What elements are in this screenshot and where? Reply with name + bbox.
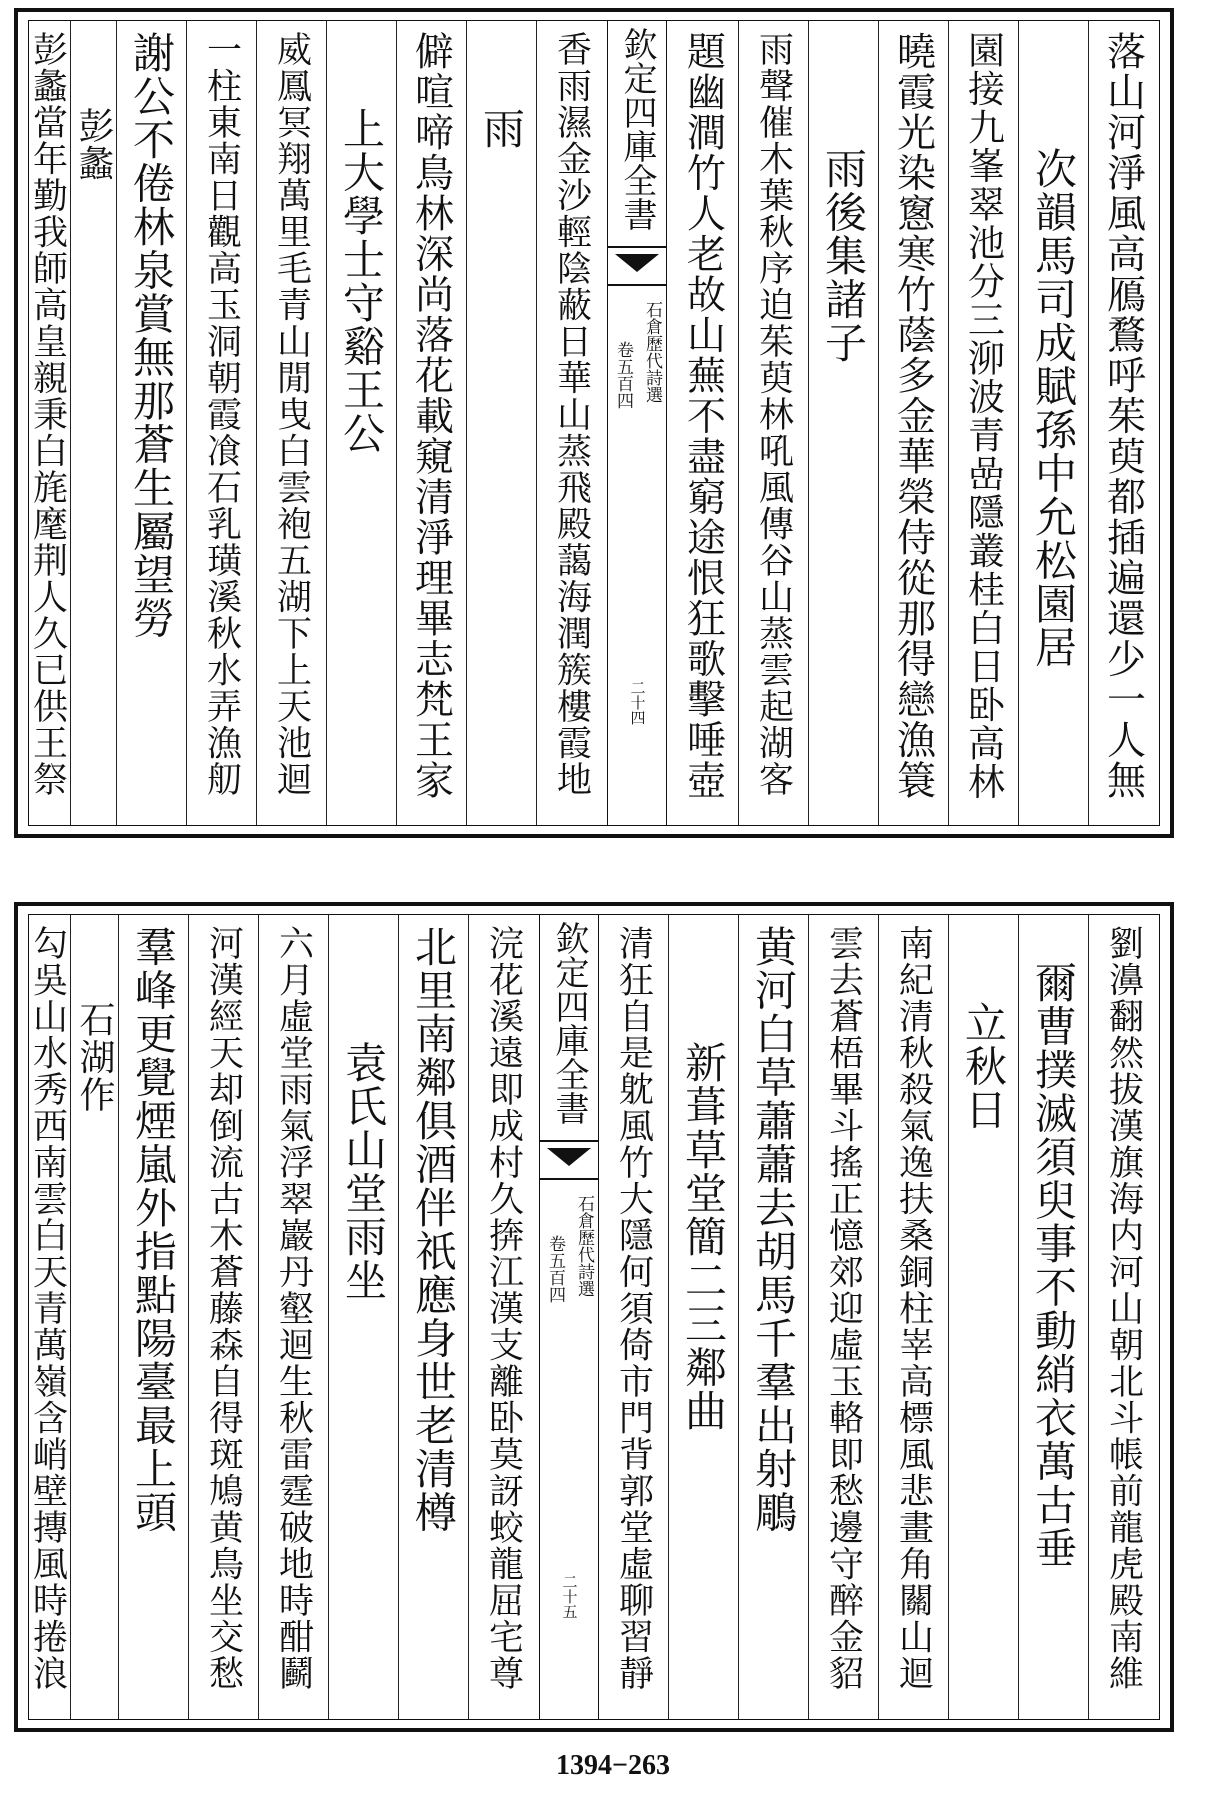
text-column — [469, 27, 533, 819]
column-text: 一柱東南日觀高玉洞朝霞飡石乳璜溪秋水弄漁舠 — [201, 31, 242, 798]
column-text: 北里南鄰俱酒伴祇應身世老清樽 — [409, 925, 458, 1534]
text-column — [189, 27, 253, 819]
text-column — [399, 27, 463, 819]
column-rule — [258, 915, 259, 1719]
column-text: 清狂自是躭風竹大隱何須倚市門背郭堂虛聊習靜 — [613, 925, 654, 1692]
text-column — [671, 27, 735, 819]
text-column — [539, 27, 603, 819]
column-text: 謝公不倦林泉賞無那蒼生屬望勞 — [127, 31, 176, 640]
column-text: 勾吳山水秀西南雲白天青萬嶺含峭壁摶風時捲浪 — [27, 925, 68, 1692]
column-rule — [808, 21, 809, 825]
column-text: 僻喧啼鳥林深尚落花載窺清淨理畢志梵王家 — [408, 31, 454, 801]
text-column — [951, 921, 1015, 1713]
column-rule — [188, 915, 189, 1719]
column-text: 題幽澗竹人老故山蕪不盡窮途恨狂歌擊唾壺 — [680, 31, 726, 801]
poem-title: 雨後集諸子 — [819, 147, 868, 365]
column-rule — [738, 21, 739, 825]
text-column — [951, 27, 1015, 819]
poem-title: 立秋日 — [959, 1001, 1008, 1132]
column-rule — [738, 915, 739, 1719]
column-text: 園接九峯翠池分三泖波青嵒隱叢桂白日卧高林 — [961, 31, 1005, 801]
text-column — [191, 921, 255, 1713]
text-column — [121, 921, 185, 1713]
column-text: 南紀清秋殺氣逸扶桑銅柱峷高標風悲畫角關山迴 — [893, 925, 934, 1692]
leaf-number: 二十五 — [560, 1574, 579, 1619]
poem-title: 次韻馬司成賦孫中允松園居 — [1029, 147, 1078, 669]
poem-title: 上大學士守谿王公 — [337, 107, 386, 455]
text-column — [741, 921, 805, 1713]
fish-tail-mark — [608, 246, 666, 286]
text-column — [119, 27, 183, 819]
poem-title: 石湖作 — [74, 1001, 115, 1114]
series-title: 欽定四庫全書 — [549, 921, 589, 1125]
volume-number: 卷五百四 — [545, 1235, 565, 1303]
text-column — [1091, 921, 1155, 1713]
volume-number: 卷五百四 — [613, 341, 633, 409]
text-column — [401, 921, 465, 1713]
column-rule — [1018, 915, 1019, 1719]
text-column — [881, 27, 945, 819]
text-column — [1021, 27, 1085, 819]
leaf-number: 二十四 — [628, 680, 647, 725]
text-column — [671, 921, 735, 1713]
spine-center — [539, 915, 599, 1719]
column-text: 威鳳冥翔萬里毛青山閒曳白雲袍五湖下上天池迴 — [271, 31, 312, 798]
column-rule — [398, 915, 399, 1719]
column-text: 浣花溪遠即成村久捹江漢支離卧莫訝蛟龍屈宅尊 — [483, 925, 524, 1692]
column-rule — [118, 915, 119, 1719]
text-column — [1091, 27, 1155, 819]
text-column — [741, 27, 805, 819]
series-title: 欽定四庫全書 — [617, 27, 657, 231]
column-text: 劉濞翻然拔漢旗海内河山朝北斗帳前龍虎殿南維 — [1103, 925, 1144, 1692]
column-rule — [1018, 21, 1019, 825]
text-column — [881, 921, 945, 1713]
text-column — [601, 921, 665, 1713]
column-rule — [328, 915, 329, 1719]
work-title: 石倉歷代詩選 — [574, 1195, 594, 1297]
page-bottom-frame — [28, 914, 1160, 1720]
poem-title: 新葺草堂簡二三鄰曲 — [679, 1041, 728, 1433]
text-column — [25, 27, 69, 819]
column-rule — [116, 21, 117, 825]
text-column — [259, 27, 323, 819]
text-column — [25, 921, 69, 1713]
page-top — [14, 8, 1174, 838]
page-number: 1394−263 — [556, 1750, 670, 1781]
column-text: 黄河白草蕭蕭去胡馬千羣出射鵰 — [749, 925, 798, 1534]
text-column — [471, 921, 535, 1713]
column-text: 羣峰更覺煙嵐外指點陽臺最上頭 — [129, 925, 178, 1534]
spine-center — [607, 21, 667, 825]
column-rule — [186, 21, 187, 825]
column-rule — [878, 21, 879, 825]
column-rule — [668, 915, 669, 1719]
column-text: 落山河淨風高鴈鶩呼茱萸都插遍還少一人無 — [1100, 31, 1146, 801]
column-text: 爾曹撲滅須臾事不動綃衣萬古垂 — [1029, 961, 1078, 1570]
text-column — [73, 921, 115, 1713]
text-column — [329, 27, 393, 819]
column-rule — [1088, 21, 1089, 825]
column-rule — [256, 21, 257, 825]
column-text: 六月虛堂雨氣浮翠巖丹壑迴生秋雷霆破地時酣鬬 — [273, 925, 314, 1692]
column-rule — [808, 915, 809, 1719]
text-column — [811, 27, 875, 819]
column-text: 雨聲催木葉秋序迫茱萸林吼風傳谷山蒸雲起湖客 — [753, 31, 794, 798]
column-text: 河漢經天却倒流古木蒼藤森自得斑鳩黄鳥坐交愁 — [203, 925, 244, 1692]
page-bottom — [14, 902, 1174, 1732]
text-column — [331, 921, 395, 1713]
column-text: 曉霞光染窻寒竹蔭多金華榮侍從那得戀漁簑 — [890, 31, 936, 801]
work-title: 石倉歷代詩選 — [642, 301, 662, 403]
text-column — [811, 921, 875, 1713]
page-top-frame — [28, 20, 1160, 826]
text-column — [73, 27, 113, 819]
poem-title: 彭蠡 — [73, 107, 114, 182]
column-rule — [70, 915, 71, 1719]
column-rule — [468, 915, 469, 1719]
text-column — [261, 921, 325, 1713]
text-column — [1021, 921, 1085, 1713]
poem-title: 袁氏山堂雨坐 — [339, 1041, 388, 1302]
column-rule — [70, 21, 71, 825]
column-rule — [948, 915, 949, 1719]
column-rule — [396, 21, 397, 825]
column-rule — [948, 21, 949, 825]
column-text: 香雨濕金沙輕陰蔽日華山蒸飛殿藹海潤簇樓霞地 — [551, 31, 592, 798]
column-rule — [878, 915, 879, 1719]
column-text: 雲去蒼梧畢斗搖正憶郊迎虛玉輅即愁邊守醉金貂 — [823, 925, 864, 1692]
column-rule — [466, 21, 467, 825]
poem-title: 雨 — [477, 107, 526, 151]
column-rule — [326, 21, 327, 825]
column-rule — [536, 21, 537, 825]
column-rule — [1088, 915, 1089, 1719]
column-text: 彭蠡當年勤我師高皇親秉白旄麾荆人久已供王祭 — [27, 31, 68, 798]
fish-tail-mark — [540, 1140, 598, 1180]
